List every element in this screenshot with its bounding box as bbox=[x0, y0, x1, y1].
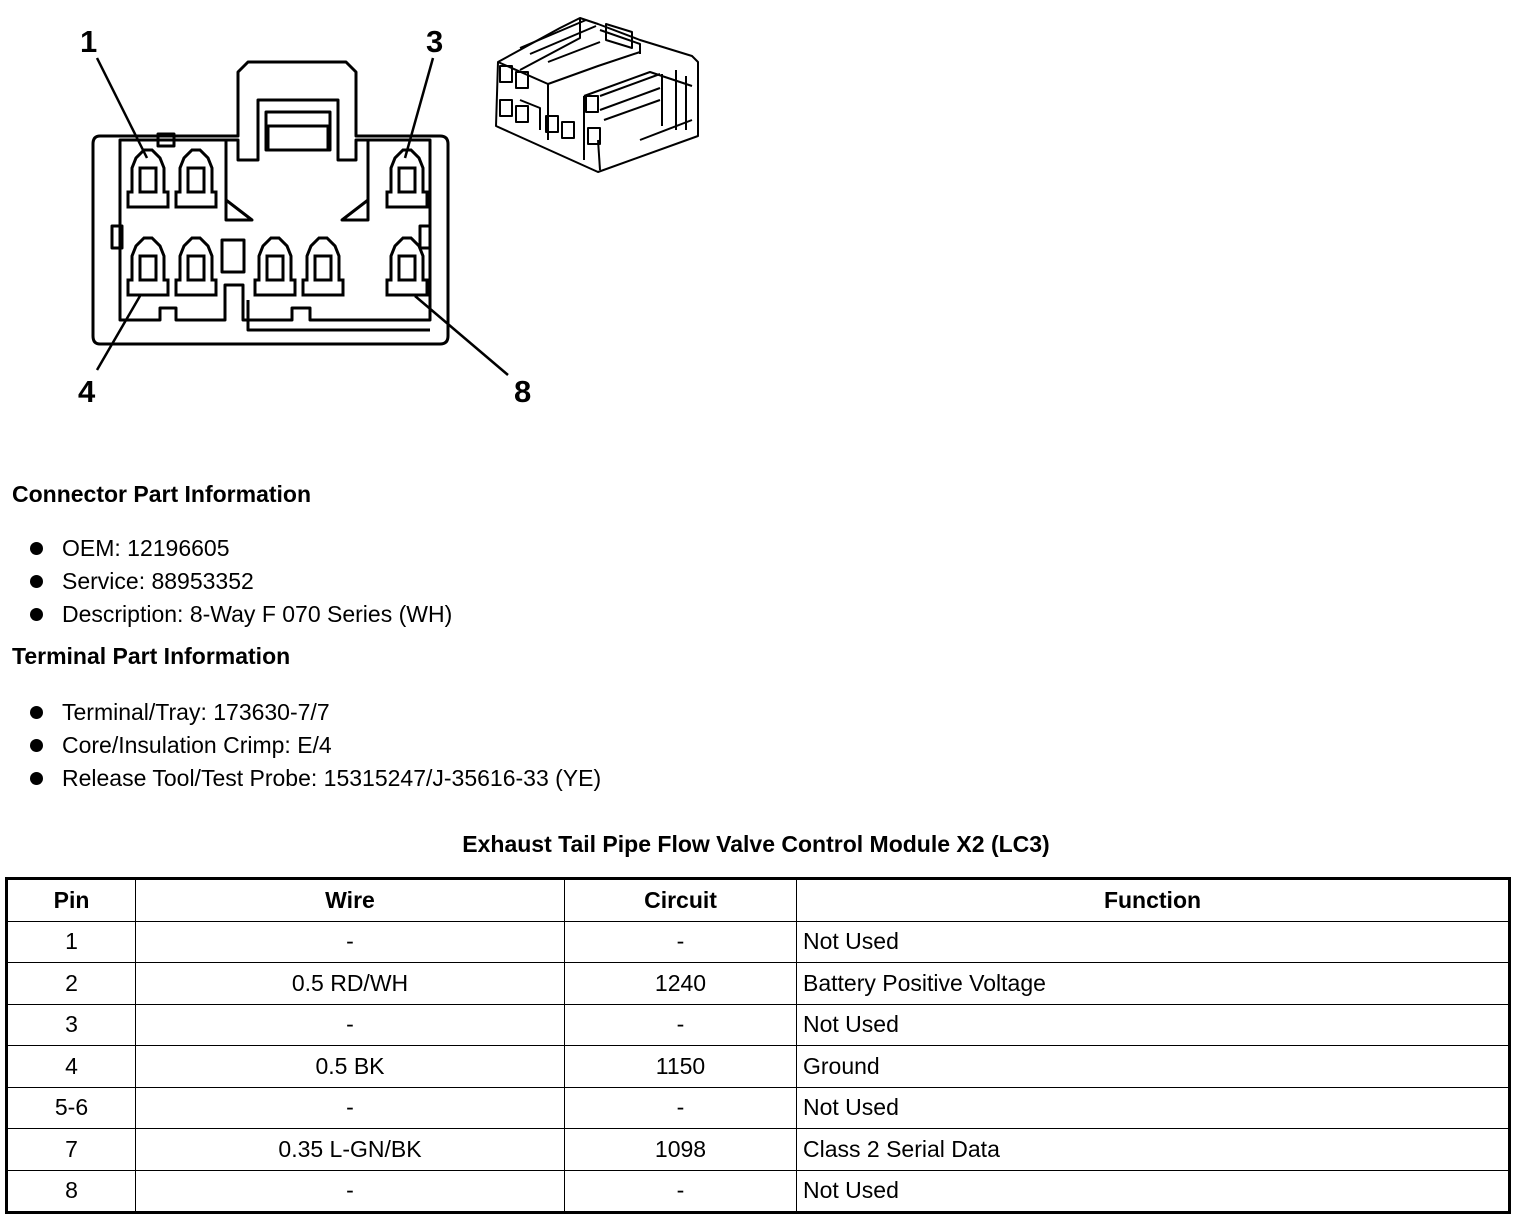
connector-isometric-view bbox=[496, 18, 698, 172]
cell-wire: - bbox=[136, 1004, 565, 1046]
terminal-info-title: Terminal Part Information bbox=[12, 643, 291, 669]
cell-wire: 0.5 RD/WH bbox=[136, 963, 565, 1005]
cell-circuit: 1240 bbox=[565, 963, 797, 1005]
list-item bbox=[0, 565, 452, 598]
bullet-icon bbox=[30, 706, 43, 719]
table-row bbox=[7, 1087, 1510, 1129]
terminal-cavity-1 bbox=[128, 150, 168, 207]
leader-line-8 bbox=[415, 296, 508, 375]
terminal-cavity-7 bbox=[303, 238, 343, 295]
cell-wire: 0.35 L-GN/BK bbox=[136, 1129, 565, 1171]
cell-function: Class 2 Serial Data bbox=[797, 1129, 1510, 1171]
terminal-cavity-6 bbox=[255, 238, 295, 295]
pin-label-8: 8 bbox=[514, 374, 532, 409]
cell-circuit: 1150 bbox=[565, 1046, 797, 1088]
cell-function: Not Used bbox=[797, 1004, 1510, 1046]
terminal-cavity-4 bbox=[128, 238, 168, 295]
terminal-cavity-5 bbox=[176, 238, 216, 295]
connector-info-title: Connector Part Information bbox=[12, 481, 312, 507]
cell-circuit: - bbox=[565, 1004, 797, 1046]
connector-info-list bbox=[0, 532, 452, 631]
list-item bbox=[0, 598, 452, 631]
leader-line-1 bbox=[97, 58, 147, 158]
table-row bbox=[7, 1004, 1510, 1046]
cell-pin: 4 bbox=[7, 1046, 136, 1088]
cell-function: Not Used bbox=[797, 1170, 1510, 1213]
bullet-icon bbox=[30, 575, 43, 588]
cell-circuit: 1098 bbox=[565, 1129, 797, 1171]
bullet-icon bbox=[30, 542, 43, 555]
terminal-info-crimp: Core/Insulation Crimp: E/4 bbox=[62, 732, 332, 758]
pin-leader-lines bbox=[97, 58, 508, 375]
pinout-table bbox=[5, 877, 1511, 1214]
cell-wire: 0.5 BK bbox=[136, 1046, 565, 1088]
cell-pin: 5-6 bbox=[7, 1087, 136, 1129]
terminal-info-release-tool: Release Tool/Test Probe: 15315247/J-35616-33 (YE) bbox=[62, 765, 602, 791]
cell-wire: - bbox=[136, 1170, 565, 1213]
bullet-icon bbox=[30, 608, 43, 621]
list-item bbox=[0, 762, 601, 795]
column-header-wire: Wire bbox=[136, 879, 565, 922]
pin-label-3: 3 bbox=[426, 24, 444, 59]
cell-function: Ground bbox=[797, 1046, 1510, 1088]
connector-housing bbox=[93, 62, 448, 344]
cell-pin: 7 bbox=[7, 1129, 136, 1171]
table-row bbox=[7, 1046, 1510, 1088]
table-title: Exhaust Tail Pipe Flow Valve Control Module X2 (LC3) bbox=[462, 831, 1050, 857]
terminal-info-tray: Terminal/Tray: 173630-7/7 bbox=[62, 699, 330, 725]
bullet-icon bbox=[30, 739, 43, 752]
cell-pin: 3 bbox=[7, 1004, 136, 1046]
list-item bbox=[0, 729, 601, 762]
cell-circuit: - bbox=[565, 921, 797, 963]
connector-info-service: Service: 88953352 bbox=[62, 568, 254, 594]
cell-wire: - bbox=[136, 921, 565, 963]
terminal-cavity-2 bbox=[176, 150, 216, 207]
table-row bbox=[7, 921, 1510, 963]
terminal-cavities bbox=[128, 150, 427, 295]
connector-info-oem: OEM: 12196605 bbox=[62, 535, 230, 561]
table-row bbox=[7, 1170, 1510, 1213]
terminal-cavity-3 bbox=[387, 150, 427, 207]
cell-pin: 2 bbox=[7, 963, 136, 1005]
list-item bbox=[0, 696, 601, 729]
cell-function: Battery Positive Voltage bbox=[797, 963, 1510, 1005]
table-row bbox=[7, 1129, 1510, 1171]
column-header-pin: Pin bbox=[7, 879, 136, 922]
cell-wire: - bbox=[136, 1087, 565, 1129]
table-header-row bbox=[7, 879, 1510, 922]
column-header-circuit: Circuit bbox=[565, 879, 797, 922]
connector-info-description: Description: 8-Way F 070 Series (WH) bbox=[62, 601, 453, 627]
bullet-icon bbox=[30, 772, 43, 785]
cell-function: Not Used bbox=[797, 921, 1510, 963]
pin-label-1: 1 bbox=[80, 24, 98, 59]
cell-pin: 1 bbox=[7, 921, 136, 963]
cell-circuit: - bbox=[565, 1087, 797, 1129]
cell-circuit: - bbox=[565, 1170, 797, 1213]
table-row bbox=[7, 963, 1510, 1005]
pin-label-4: 4 bbox=[78, 374, 96, 409]
cell-pin: 8 bbox=[7, 1170, 136, 1213]
cell-function: Not Used bbox=[797, 1087, 1510, 1129]
connector-diagram bbox=[0, 0, 720, 420]
list-item bbox=[0, 532, 452, 565]
terminal-info-list bbox=[0, 696, 601, 795]
column-header-function: Function bbox=[797, 879, 1510, 922]
